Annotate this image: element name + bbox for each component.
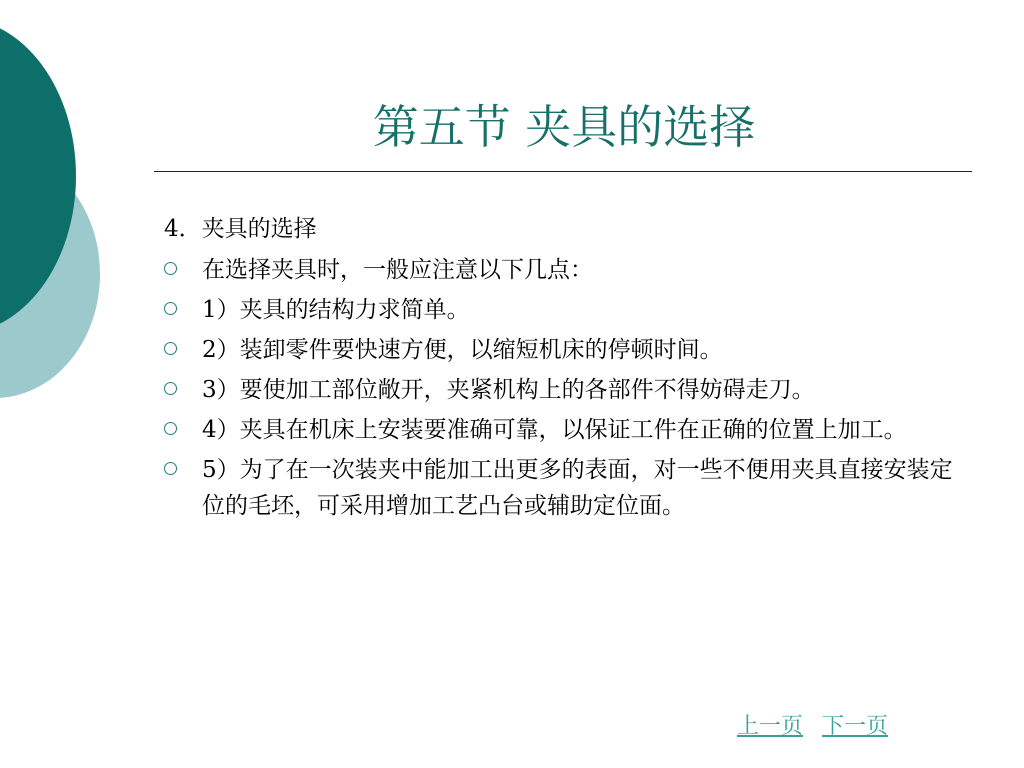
list-item-text: 1）夹具的结构力求简单。: [202, 297, 470, 323]
list-item-text: 3）要使加工部位敞开，夹紧机构上的各部件不得妨碍走刀。: [202, 377, 815, 403]
bullet-icon: [164, 462, 177, 475]
prev-page-link[interactable]: 上一页: [736, 714, 803, 739]
next-page-link[interactable]: 下一页: [821, 714, 888, 739]
list-item: [162, 452, 970, 524]
list-item: [162, 252, 970, 288]
bullet-icon: [164, 302, 177, 315]
list-item: [162, 292, 970, 328]
list-item-text: 在选择夹具时，一般应注意以下几点：: [202, 257, 593, 283]
slide-body: [162, 210, 970, 524]
list-item-text: 5）为了在一次装夹中能加工出更多的表面，对一些不便用夹具直接安装定位的毛坯，可采用增加工艺凸台或辅助定位面。: [202, 457, 953, 519]
bullet-icon: [164, 382, 177, 395]
slide-title: 第五节 夹具的选择: [372, 100, 756, 154]
bullet-icon: [164, 342, 177, 355]
bullet-icon: [164, 422, 177, 435]
list-item: [162, 332, 970, 368]
section-heading: 4．夹具的选择: [164, 216, 317, 242]
title-divider: [154, 171, 972, 172]
bullet-list: [162, 252, 970, 524]
list-item: [162, 372, 970, 408]
bullet-icon: [164, 262, 177, 275]
slide-navigation: [725, 712, 888, 742]
list-item: [162, 412, 970, 448]
list-item-text: 2）装卸零件要快速方便，以缩短机床的停顿时间。: [202, 337, 723, 363]
list-item-text: 4）夹具在机床上安装要准确可靠，以保证工件在正确的位置上加工。: [202, 417, 907, 443]
